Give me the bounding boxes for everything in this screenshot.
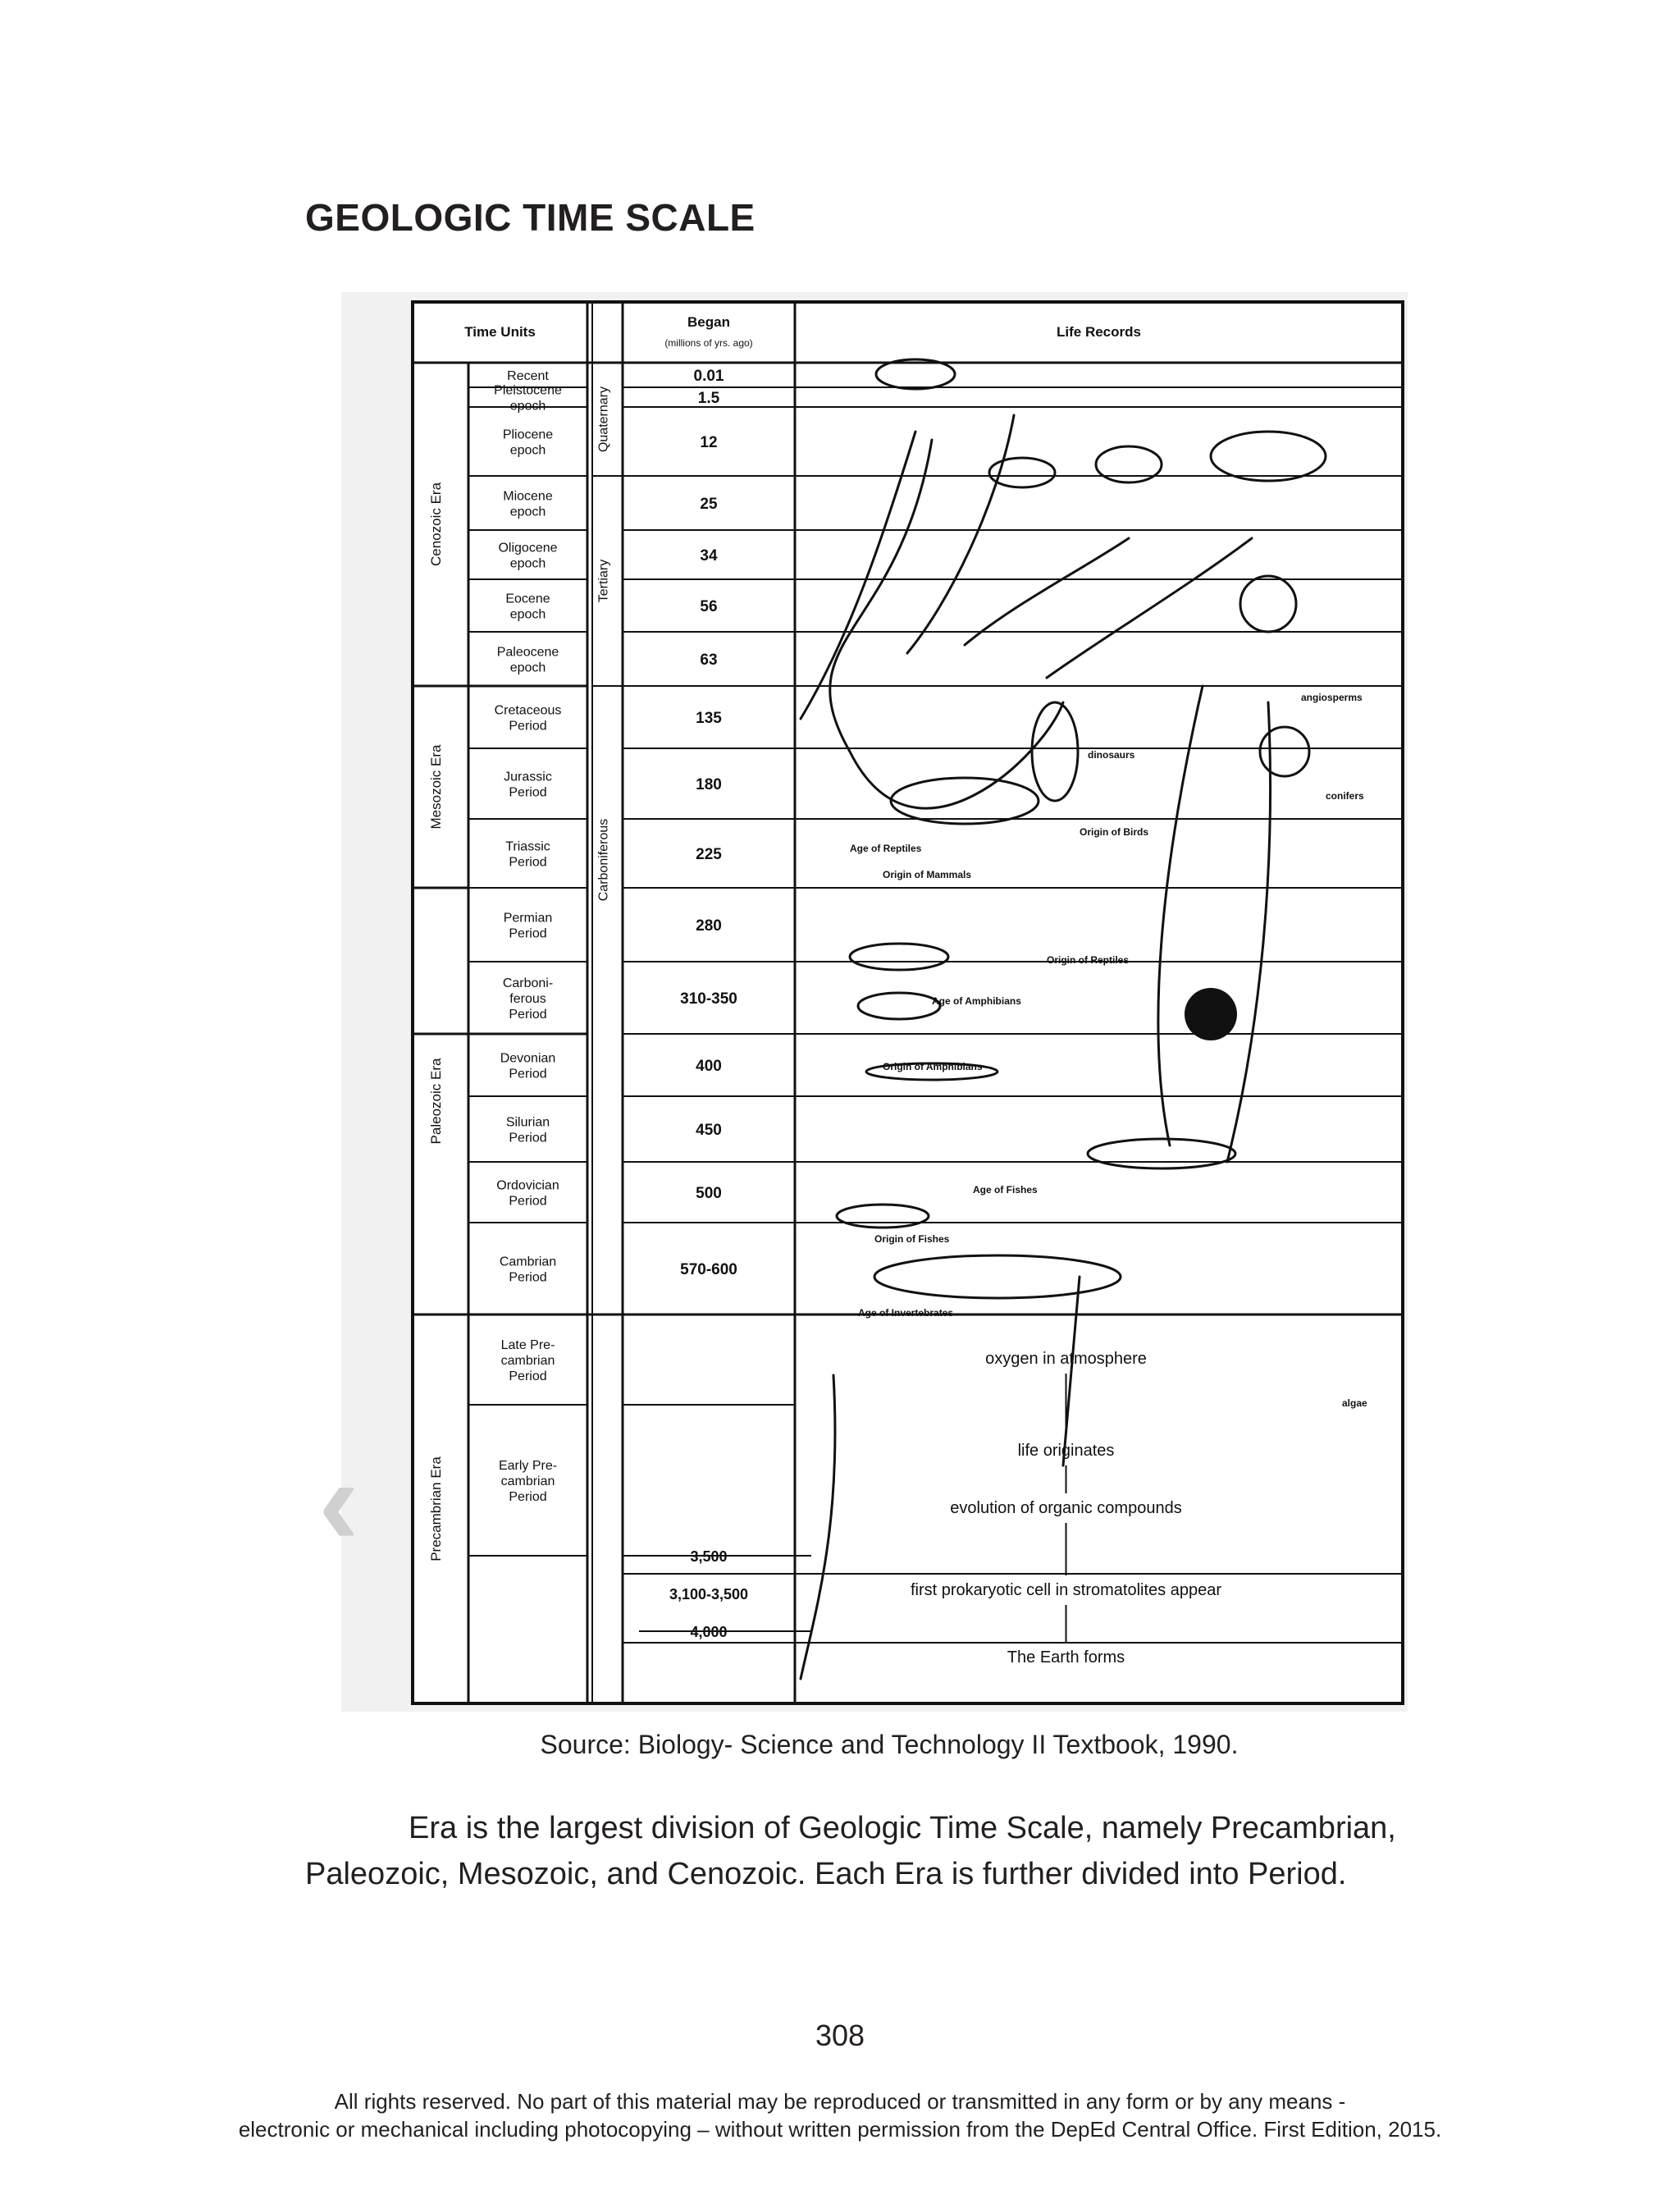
paragraph-text: Era is the largest division of Geologic Time Scale, namely Precambrian, Paleozoic, Mesozoic, and Cenozoic. Each Era is further divided into Period. — [305, 1811, 1396, 1891]
precambrian-date: 4,000 — [690, 1624, 728, 1640]
began-value: 225 — [696, 846, 722, 863]
began-value: 280 — [696, 917, 722, 935]
era-label: Mesozoic Era — [428, 744, 444, 830]
began-value: 450 — [696, 1122, 722, 1139]
time-unit-label: Period — [509, 1194, 547, 1209]
life-annotation: Origin of Amphibians — [883, 1061, 983, 1072]
header-began: Began — [687, 314, 730, 330]
began-value: 12 — [700, 434, 718, 451]
time-unit-label: Oligocene — [498, 541, 558, 556]
life-annotation: Origin of Reptiles — [1047, 954, 1130, 966]
began-value: 25 — [700, 496, 718, 513]
precambrian-date: 3,100-3,500 — [669, 1586, 749, 1602]
time-unit-label: Period — [509, 1369, 547, 1383]
time-unit-label: epoch — [509, 661, 546, 675]
time-unit-label: Eocene — [505, 592, 550, 606]
table-frame — [413, 302, 1403, 1703]
began-value: 0.01 — [693, 368, 724, 385]
geologic-time-scale-table — [341, 292, 1408, 1712]
time-unit-label: epoch — [509, 556, 546, 571]
began-value: 500 — [696, 1185, 722, 1202]
time-unit-label: Period — [509, 719, 547, 734]
life-annotation: dinosaurs — [1088, 749, 1135, 761]
time-unit-label: Period — [509, 855, 547, 870]
time-unit-label: Jurassic — [504, 770, 552, 784]
header-began-sub: (millions of yrs. ago) — [664, 337, 753, 349]
life-annotation: Age of Amphibians — [932, 995, 1021, 1007]
time-unit-label: Period — [509, 1008, 547, 1022]
life-annotation: Age of Invertebrates — [858, 1307, 954, 1319]
life-annotation: Age of Reptiles — [850, 843, 922, 854]
time-unit-label: epoch — [509, 443, 546, 458]
time-unit-label: Period — [509, 926, 547, 941]
header-time-units: Time Units — [464, 324, 536, 340]
time-unit-label: epoch — [509, 607, 546, 622]
time-unit-label: Period — [509, 1131, 547, 1145]
precambrian-event: life originates — [1017, 1442, 1115, 1460]
footer-line-1: All rights reserved. No part of this material may be reproduced or transmitted in any form or by any means - — [334, 2089, 1346, 2114]
era-label: Precambrian Era — [428, 1456, 444, 1561]
group-label: Carboniferous — [596, 818, 611, 902]
time-unit-label: Paleocene — [496, 645, 559, 660]
life-annotation: conifers — [1326, 790, 1364, 802]
time-unit-label: Devonian — [500, 1051, 556, 1066]
body-paragraph — [305, 1805, 1503, 1897]
began-value: 1.5 — [697, 390, 720, 407]
began-value: 34 — [700, 547, 718, 565]
time-unit-label: Carboni- — [502, 976, 554, 990]
figure-caption: Source: Biology- Science and Technology II Textbook, 1990. — [540, 1730, 1239, 1759]
group-label: Quaternary — [596, 386, 611, 453]
life-annotation: Origin of Mammals — [883, 869, 972, 880]
copyright-footer — [0, 2087, 1680, 2143]
header-life-records: Life Records — [1057, 324, 1141, 340]
time-unit-label: Silurian — [505, 1115, 550, 1130]
time-unit-label: Miocene — [503, 489, 553, 504]
time-unit-label: Triassic — [505, 839, 550, 854]
time-unit-label: Recent — [507, 369, 549, 383]
life-annotation: angiosperms — [1301, 692, 1363, 703]
time-unit-label: Period — [509, 1270, 547, 1285]
began-value: 63 — [700, 652, 718, 669]
began-value: 570-600 — [680, 1261, 737, 1278]
precambrian-event: evolution of organic compounds — [950, 1499, 1182, 1517]
time-unit-label: cambrian — [500, 1474, 555, 1488]
time-unit-label: Cretaceous — [494, 703, 562, 718]
time-unit-label: epoch — [509, 505, 546, 519]
began-value: 135 — [696, 710, 722, 727]
life-annotation: algae — [1342, 1397, 1367, 1409]
time-unit-label: Pliocene — [502, 427, 554, 442]
page-title: GEOLOGIC TIME SCALE — [305, 196, 756, 239]
geologic-time-scale-figure — [341, 292, 1408, 1712]
began-value: 310-350 — [680, 990, 737, 1008]
chevron-left-icon[interactable]: ‹ — [318, 1433, 359, 1570]
began-value: 400 — [696, 1058, 722, 1075]
precambrian-date: 3,500 — [690, 1548, 728, 1565]
time-unit-label: Period — [509, 1490, 547, 1504]
began-value: 56 — [700, 598, 718, 615]
life-annotation: Age of Fishes — [973, 1184, 1038, 1196]
precambrian-event: The Earth forms — [1007, 1648, 1125, 1667]
time-unit-label: Late Pre- — [500, 1338, 555, 1352]
time-unit-label: Period — [509, 1067, 547, 1081]
time-unit-label: epoch — [509, 399, 546, 414]
page-number: 308 — [815, 2019, 865, 2052]
footer-line-2: electronic or mechanical including photocopying – without written permission from the DepEd Central Office. First Edition, 2015. — [238, 2117, 1442, 2142]
time-unit-label: Cambrian — [499, 1255, 557, 1269]
tree-sketch — [1185, 988, 1237, 1040]
time-unit-label: Permian — [503, 911, 553, 926]
life-annotation: Origin of Birds — [1080, 826, 1148, 838]
time-unit-label: ferous — [509, 992, 546, 1006]
time-unit-label: Early Pre- — [498, 1459, 558, 1473]
group-label: Tertiary — [596, 559, 611, 603]
era-label: Cenozoic Era — [428, 482, 444, 567]
time-unit-label: cambrian — [500, 1354, 555, 1368]
time-unit-label: Ordovician — [496, 1178, 559, 1193]
time-unit-label: Period — [509, 785, 547, 800]
era-label: Paleozoic Era — [428, 1058, 444, 1145]
precambrian-event: oxygen in atmosphere — [985, 1350, 1147, 1368]
precambrian-event: first prokaryotic cell in stromatolites appear — [910, 1581, 1222, 1599]
life-annotation: Origin of Fishes — [874, 1233, 950, 1245]
time-unit-label: Pleistocene — [494, 383, 562, 398]
began-value: 180 — [696, 776, 722, 793]
